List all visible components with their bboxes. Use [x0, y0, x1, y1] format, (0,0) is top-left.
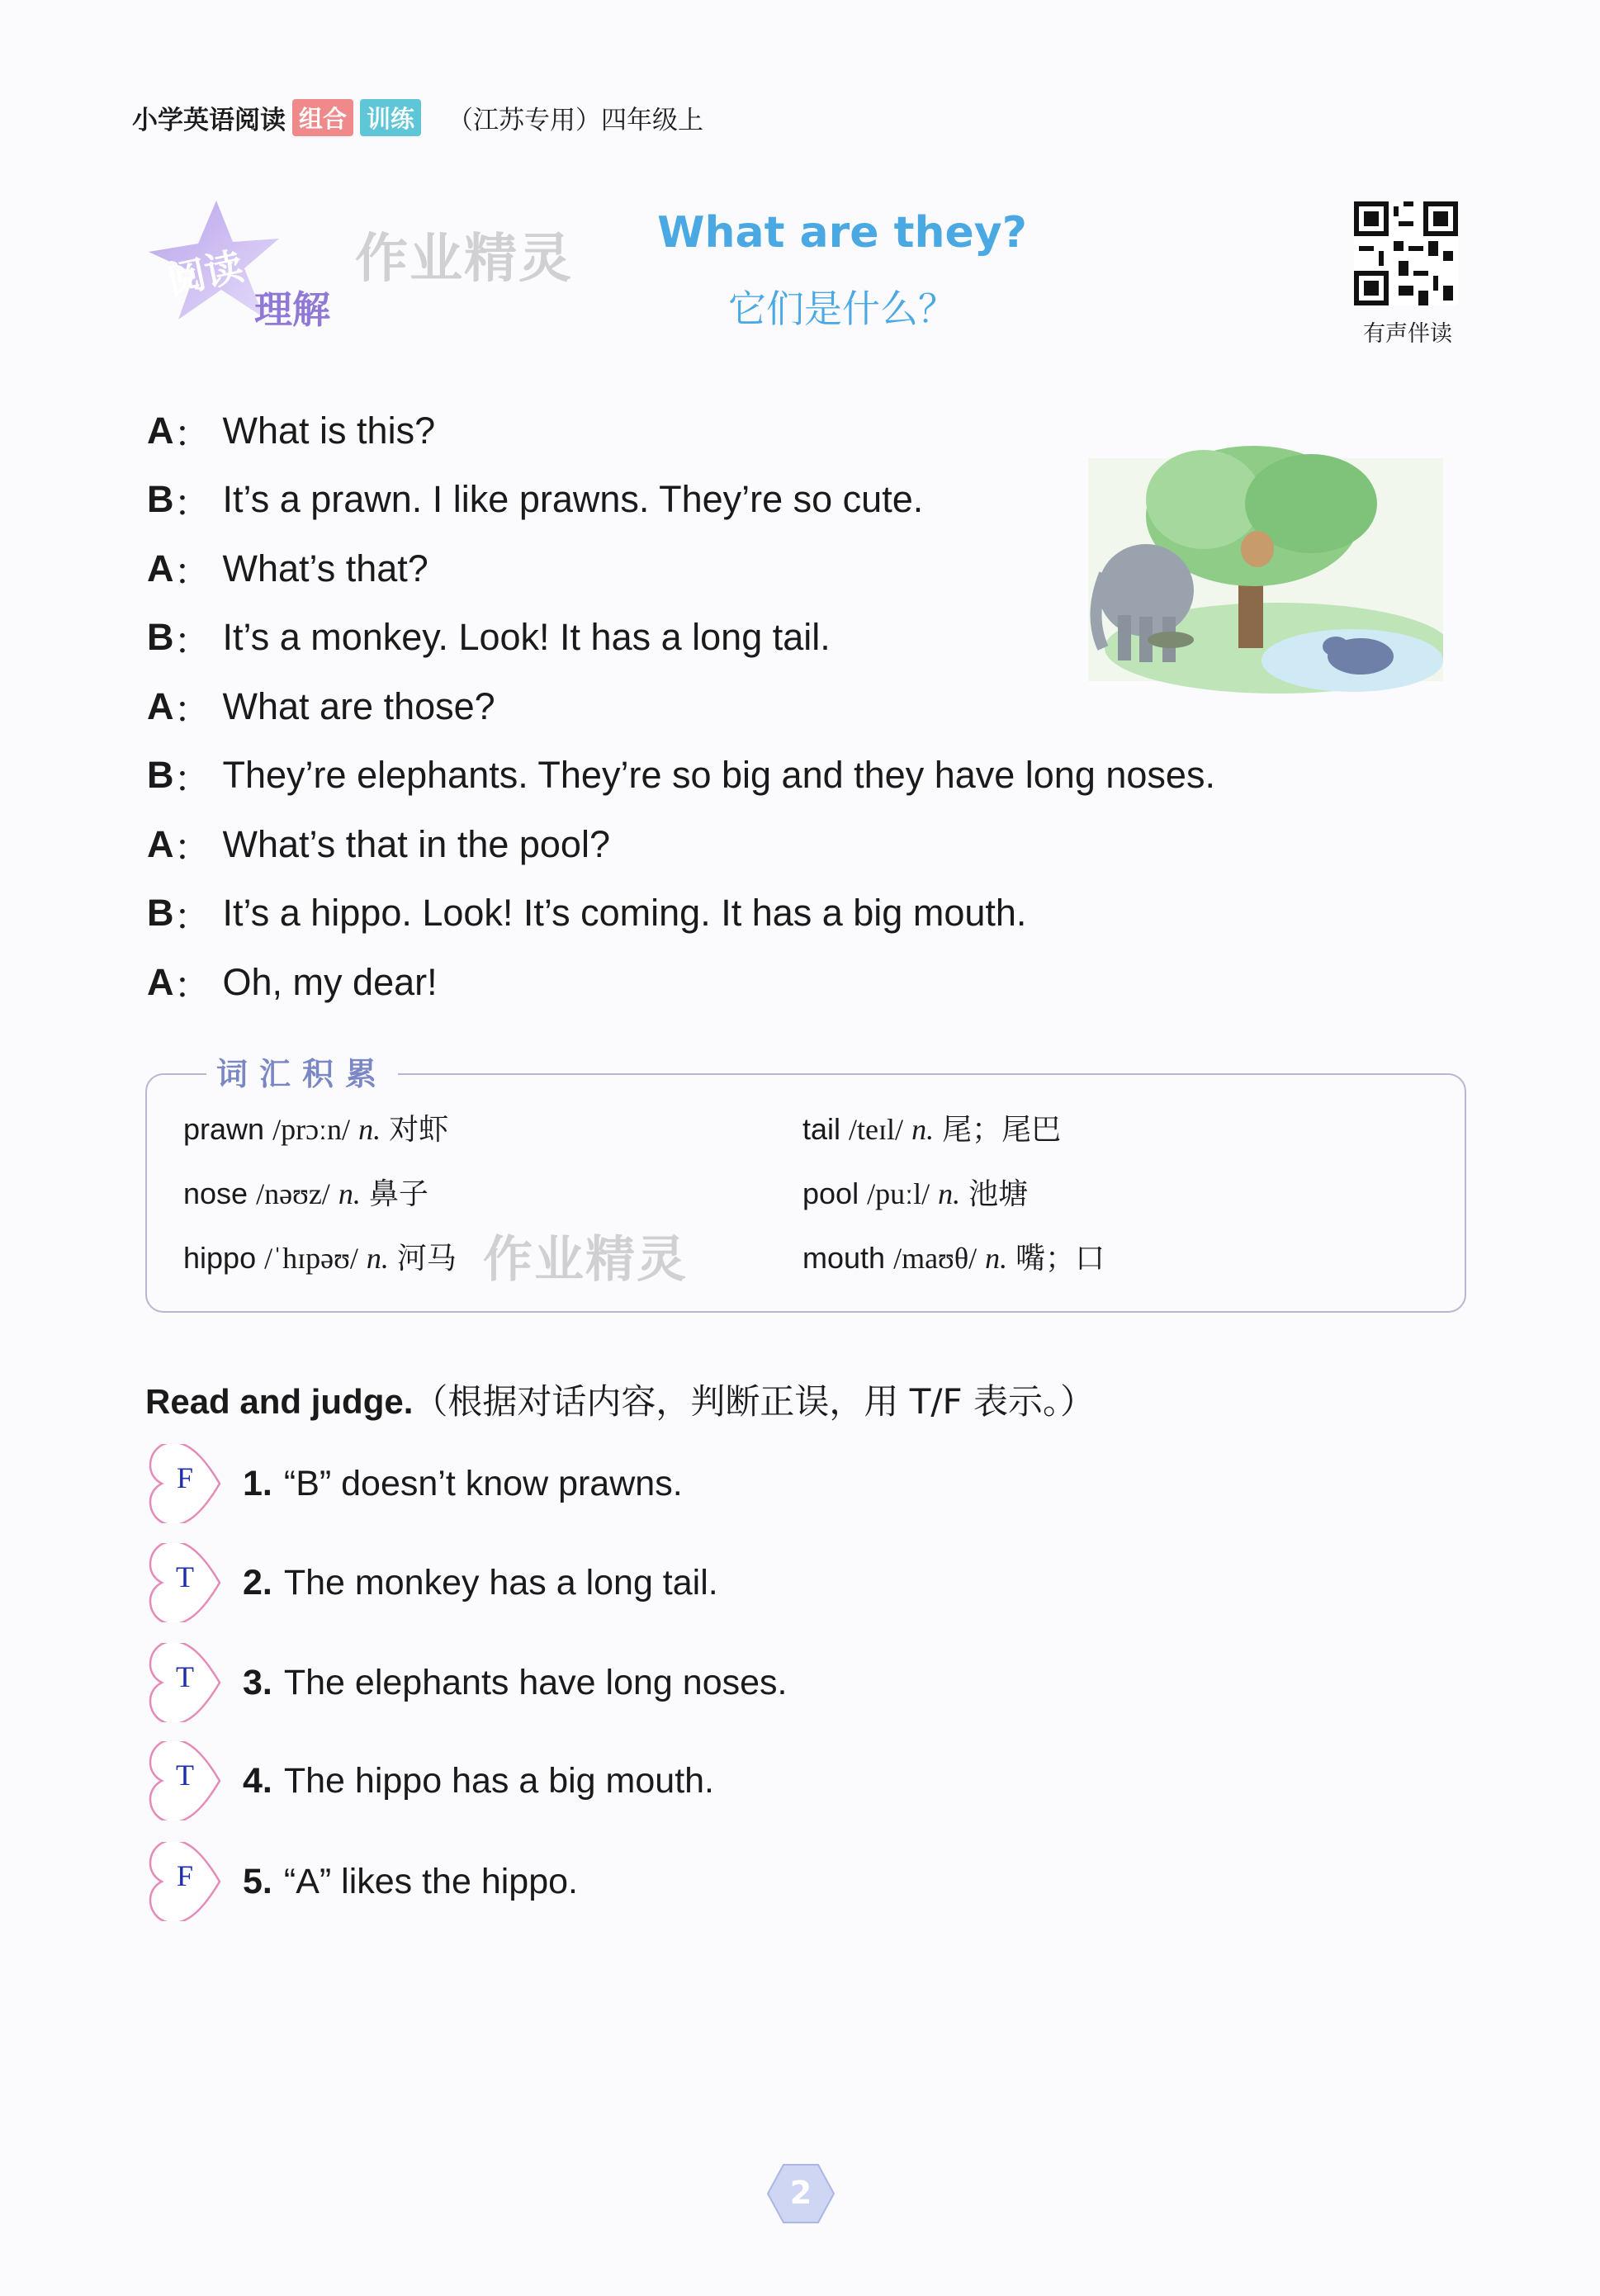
- speaker-separator: ：: [173, 895, 211, 938]
- series-title: 小学英语阅读: [132, 106, 286, 135]
- question-number: 3.: [243, 1662, 272, 1702]
- dialogue-text: Oh, my dear!: [222, 960, 438, 1003]
- vocab-meaning: 河马: [396, 1242, 457, 1276]
- dialogue-text: It’s a hippo. Look! It’s coming. It has a big mouth.: [222, 892, 1027, 935]
- badge-line1: 阅读: [163, 243, 248, 303]
- dialogue-line: [147, 810, 1215, 879]
- speaker-label: A: [147, 409, 174, 452]
- answer-mark: F: [176, 1859, 194, 1892]
- question-row: [140, 1645, 787, 1720]
- question-number: 5.: [243, 1861, 272, 1901]
- qr-label: 有声伴读: [1363, 321, 1452, 347]
- vocab-meaning: 鼻子: [368, 1177, 428, 1211]
- dialogue-text: What are those?: [222, 684, 495, 727]
- speaker-separator: ：: [173, 551, 211, 594]
- vocab-item: [183, 1171, 428, 1213]
- running-header: [132, 99, 703, 136]
- exercise-title-zh: （根据对话内容，判断正误，用 T/F 表示。）: [413, 1381, 1096, 1422]
- vocab-meaning: 尾；尾巴: [942, 1113, 1062, 1147]
- vocab-item: [183, 1106, 448, 1148]
- question-text: “A” likes the hippo.: [283, 1861, 578, 1901]
- badge-line2: 理解: [254, 287, 330, 332]
- vocab-word: pool: [802, 1176, 859, 1210]
- watermark: 作业精灵: [355, 229, 573, 290]
- series-tag-1: 组合: [292, 99, 353, 136]
- dialogue-text: It’s a monkey. Look! It has a long tail.: [222, 616, 831, 659]
- vocab-item: [802, 1235, 1105, 1277]
- vocab-word: prawn: [183, 1112, 265, 1146]
- watermark-2: 作业精灵: [483, 1231, 688, 1289]
- answer-mark: F: [176, 1461, 194, 1494]
- question-number: 4.: [243, 1760, 272, 1801]
- vocab-phonetic: /ˈhɪpəʊ/: [264, 1242, 358, 1275]
- speaker-separator: ：: [173, 826, 211, 869]
- dialogue-line: [147, 604, 1215, 673]
- page-number-badge: [766, 2163, 836, 2224]
- vocab-pos: n.: [985, 1242, 1008, 1275]
- vocab-phonetic: /prɔːn/: [272, 1113, 351, 1146]
- vocab-meaning: 嘴；口: [1015, 1242, 1105, 1276]
- question-number: 1.: [243, 1463, 272, 1503]
- vocab-word: hippo: [183, 1241, 257, 1275]
- vocab-meaning: 对虾: [389, 1113, 449, 1147]
- speaker-label: B: [147, 754, 174, 797]
- vocab-word: mouth: [802, 1241, 886, 1275]
- answer-heart[interactable]: [140, 1842, 230, 1921]
- answer-heart[interactable]: [140, 1741, 230, 1820]
- dialogue-text: They’re elephants. They’re so big and they have long noses.: [222, 754, 1215, 797]
- question-text: The hippo has a big mouth.: [283, 1760, 714, 1801]
- speaker-separator: ：: [173, 619, 211, 662]
- series-tag-2: 训练: [360, 99, 421, 136]
- edition-label: （江苏专用）四年级上: [447, 106, 704, 135]
- page-title: What are they?: [657, 208, 1027, 258]
- qr-code-icon[interactable]: [1354, 201, 1458, 305]
- dialogue-text: What is this?: [222, 409, 436, 452]
- answer-mark: T: [176, 1759, 194, 1792]
- speaker-separator: ：: [173, 413, 211, 456]
- question-row: [140, 1844, 578, 1919]
- answer-mark: T: [176, 1560, 194, 1593]
- vocab-pos: n.: [358, 1113, 381, 1146]
- question-text: “B” doesn’t know prawns.: [283, 1463, 683, 1503]
- dialogue-text: It’s a prawn. I like prawns. They’re so cute.: [222, 478, 924, 521]
- answer-mark: T: [176, 1660, 194, 1693]
- exercise-title: [145, 1375, 1095, 1424]
- dialogue-line: [147, 879, 1215, 949]
- vocab-pos: n.: [338, 1177, 361, 1210]
- vocab-phonetic: /nəʊz/: [256, 1177, 330, 1210]
- vocab-pos: n.: [938, 1177, 961, 1210]
- speaker-label: A: [147, 822, 174, 865]
- question-row: [140, 1744, 714, 1818]
- dialogue-line: [147, 741, 1215, 811]
- vocab-pos: n.: [366, 1242, 389, 1275]
- vocab-word: tail: [802, 1112, 841, 1146]
- dialogue-text: What’s that in the pool?: [222, 822, 610, 865]
- vocab-pos: n.: [911, 1113, 935, 1146]
- speaker-label: A: [147, 684, 174, 727]
- vocab-phonetic: /maʊθ/: [893, 1242, 978, 1275]
- question-text: The monkey has a long tail.: [283, 1562, 718, 1602]
- dialogue-line: [147, 466, 1215, 535]
- answer-heart[interactable]: [140, 1444, 230, 1523]
- speaker-label: B: [147, 478, 174, 521]
- question-row: [140, 1546, 718, 1620]
- speaker-label: B: [147, 892, 174, 935]
- speaker-separator: ：: [173, 964, 211, 1007]
- speaker-separator: ：: [173, 757, 211, 800]
- dialogue: [147, 396, 1215, 1017]
- dialogue-text: What’s that?: [222, 547, 428, 589]
- speaker-label: A: [147, 547, 174, 589]
- vocab-phonetic: /teɪl/: [849, 1113, 904, 1146]
- speaker-label: A: [147, 960, 174, 1003]
- dialogue-line: [147, 672, 1215, 741]
- vocab-item: [802, 1106, 1061, 1148]
- speaker-separator: ：: [173, 689, 211, 731]
- question-number: 2.: [243, 1562, 272, 1602]
- vocab-item: [183, 1235, 457, 1277]
- answer-heart[interactable]: [140, 1643, 230, 1722]
- vocab-meaning: 池塘: [968, 1177, 1029, 1211]
- dialogue-line: [147, 534, 1215, 604]
- vocab-word: nose: [183, 1176, 249, 1210]
- dialogue-line: [147, 396, 1215, 466]
- vocabulary-label: 词汇积累: [206, 1049, 398, 1094]
- page-number: 2: [789, 2175, 812, 2211]
- vocab-item: [802, 1171, 1028, 1213]
- answer-heart[interactable]: [140, 1543, 230, 1622]
- speaker-separator: ：: [173, 481, 211, 524]
- vocab-phonetic: /puːl/: [867, 1177, 930, 1210]
- question-text: The elephants have long noses.: [283, 1662, 788, 1702]
- page-subtitle: 它们是什么？: [728, 286, 956, 331]
- dialogue-line: [147, 948, 1215, 1017]
- zoo-scene-illustration: [1088, 425, 1443, 698]
- speaker-label: B: [147, 616, 174, 659]
- exercise-title-en: Read and judge.: [145, 1382, 414, 1421]
- question-row: [140, 1446, 683, 1521]
